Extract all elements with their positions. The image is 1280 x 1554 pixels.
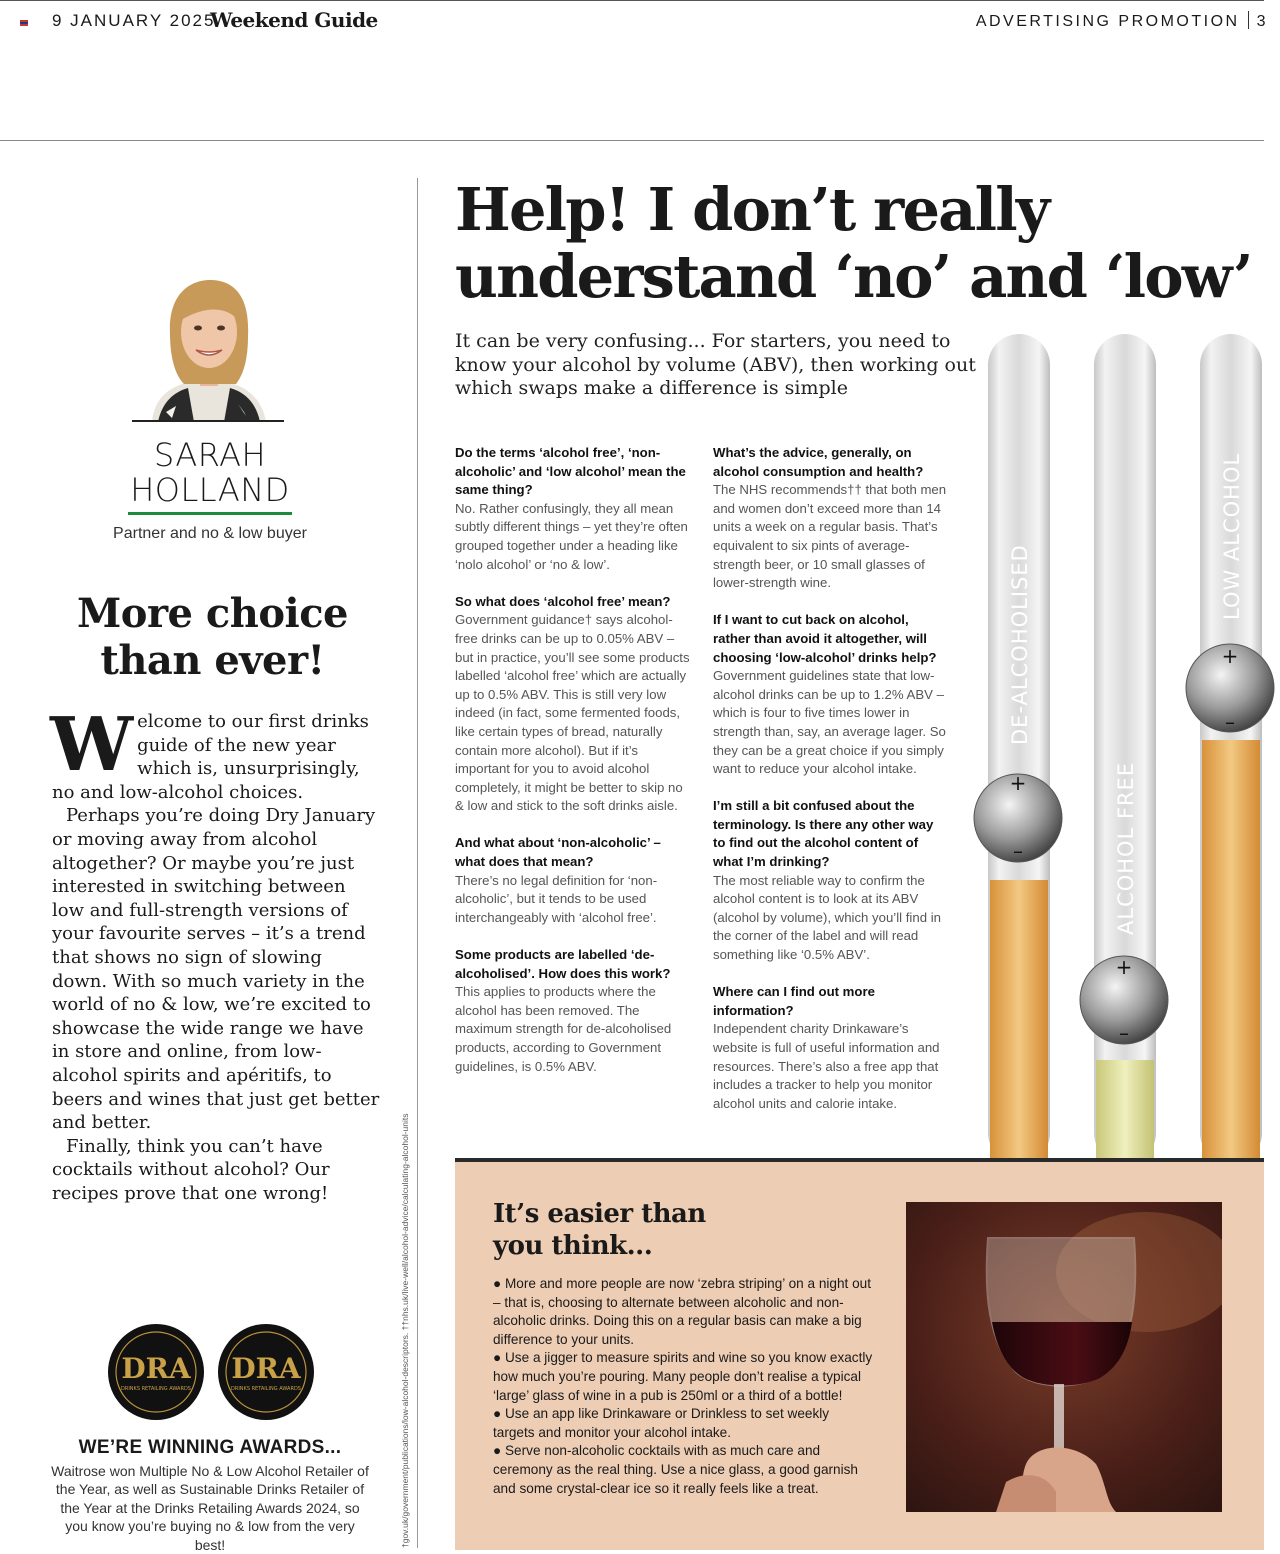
minus-icon: – bbox=[1225, 710, 1235, 734]
author-name bbox=[110, 438, 310, 508]
minus-icon: – bbox=[1119, 1021, 1129, 1045]
badge-subtitle: DRINKS RETAILING AWARDS bbox=[121, 1386, 191, 1392]
qa-question: What’s the advice, generally, on alcohol consumption and health? bbox=[713, 445, 924, 479]
tip-item: ● Use a jigger to measure spirits and wine so you know exactly how much you’re pouring. Many people don’t realise a typical ‘large’ glass of wine in a pub is 250ml or a third of a bottle! bbox=[493, 1350, 873, 1403]
qa-question: If I want to cut back on alcohol, rather than avoid it altogether, will choosing ‘low-alcohol’ drinks help? bbox=[713, 612, 937, 665]
award-badge bbox=[218, 1324, 314, 1420]
awards-heading: WE’RE WINNING AWARDS... bbox=[78, 1437, 342, 1458]
qa-question: Some products are labelled ‘de-alcoholised’. How does this work? bbox=[455, 947, 671, 981]
column-divider bbox=[417, 178, 418, 1548]
qa-answer: The most reliable way to confirm the alcohol content is to look at its ABV (alcohol by volume), which you’ll find in the corner of the label and will read something like ‘0.5% ABV’. bbox=[713, 872, 941, 963]
award-badge bbox=[108, 1324, 204, 1420]
intro-para-1: elcome to our first drinks guide of the new year which is, unsurprisingly, no and low-alcohol choices. bbox=[52, 711, 369, 803]
advertising-label: ADVERTISING PROMOTION bbox=[975, 13, 1240, 30]
tip-item: ● Serve non-alcoholic cocktails with as much care and ceremony as the real thing. Use a nice glass, a good garnish and some crystal-clear ice so it really feels like a treat. bbox=[493, 1443, 858, 1496]
tips-heading-line1: It’s easier than bbox=[493, 1199, 706, 1229]
intro-heading-line2: than ever! bbox=[100, 637, 325, 684]
qa-answer: The NHS recommends†† that both men and women don’t exceed more than 14 units a week on a regular basis. That’s equivalent to six pints of average-strength beer, or 10 small glasses of lower-strength wine. bbox=[713, 482, 947, 591]
author-last-name: HOLLAND bbox=[130, 471, 290, 509]
intro-para-3: Finally, think you can’t have cocktails without alcohol? Our recipes prove that one wrong! bbox=[52, 1135, 330, 1204]
tube-liquid bbox=[990, 880, 1048, 1160]
abv-tubes-illustration bbox=[960, 320, 1280, 1160]
badge-logo: DRA bbox=[121, 1352, 191, 1385]
qa-question: Do the terms ‘alcohol free’, ‘non-alcoholic’ and ‘low alcohol’ mean the same thing? bbox=[455, 445, 686, 498]
minus-icon: – bbox=[1013, 839, 1023, 863]
intro-heading-line1: More choice bbox=[76, 590, 349, 637]
plus-icon: + bbox=[1221, 644, 1239, 668]
page-number: 3 bbox=[1256, 13, 1268, 30]
intro-text bbox=[50, 702, 382, 1205]
qa-answer: There’s no legal definition for ‘non-alcoholic’, but it tends to be used interchangeably with ‘alcohol free’. bbox=[455, 872, 658, 925]
header-rule bbox=[0, 140, 1264, 141]
qa-answer: Government guidance† says alcohol-free drinks can be up to 0.05% ABV – but in practice, you’ll see some products labelled ‘alcohol free’ which are actually up to 0.5% ABV. This is still very low indeed (in fact, some fermented foods, like certain types of bread, naturally contain more alcohol). But if it’s important for you to avoid alcohol completely, it might be better to skip no & low and stick to the soft drinks aisle. bbox=[455, 612, 690, 814]
tips-heading bbox=[493, 1198, 793, 1262]
qa-answer: This applies to products where the alcohol has been removed. The maximum strength for de-alcoholised products, according to Government guidelines, is 0.5% ABV. bbox=[455, 984, 672, 1074]
flag-icon bbox=[20, 20, 28, 26]
tube-label: DE-ALCOHOLISED bbox=[1008, 544, 1032, 745]
qa-column-right bbox=[713, 444, 949, 1132]
tip-item: ● More and more people are now ‘zebra striping’ on a night out – that is, choosing to alternate between alcoholic and non-alcoholic drinks. Doing this on a regular basis can make a big difference to your units. bbox=[493, 1276, 871, 1347]
name-underline bbox=[128, 512, 292, 515]
qa-item bbox=[455, 444, 691, 574]
article-headline bbox=[455, 176, 1280, 310]
qa-item bbox=[713, 797, 949, 964]
tube-label: ALCOHOL FREE bbox=[1114, 761, 1138, 935]
qa-answer: Government guidelines state that low-alcohol drinks can be up to 1.2% ABV – which is four to five times lower in strength than, say, an average lager. So they can be a great choice if you simply want to reduce your alcohol intake. bbox=[713, 668, 946, 777]
tube-liquid bbox=[1202, 740, 1260, 1160]
qa-question: And what about ‘non-alcoholic’ – what does that mean? bbox=[455, 835, 661, 870]
qa-answer: No. Rather confusingly, they all mean subtly different things – yet they’re often grouped together under a heading like ‘nolo alcohol’ or ‘no & low’. bbox=[455, 500, 688, 572]
headline-line2: understand ‘no’ and ‘low’ bbox=[455, 242, 1252, 311]
tube-label: LOW ALCOHOL bbox=[1220, 452, 1244, 620]
header-divider bbox=[1248, 11, 1249, 29]
qa-question: I’m still a bit confused about the terminology. Is there any other way to find out the alcohol content of what I’m drinking? bbox=[713, 798, 934, 870]
drop-cap: W bbox=[50, 702, 134, 788]
badge-subtitle: DRINKS RETAILING AWARDS bbox=[231, 1386, 301, 1392]
qa-column-left bbox=[455, 444, 691, 1095]
footnote-references: †gov.uk/government/publications/low-alcohol-descriptors. ††nhs.uk/live-well/alcohol-advice/calculating-alcohol-units bbox=[400, 1113, 410, 1548]
awards-text: Waitrose won Multiple No & Low Alcohol Retailer of the Year, as well as Sustainable Drinks Retailer of the Year at the Drinks Retailing Awards 2024, so you know you’re buying no & low from the very best! bbox=[51, 1463, 369, 1553]
plus-icon: + bbox=[1009, 771, 1027, 795]
tip-item: ● Use an app like Drinkaware or Drinkless to set weekly targets and monitor your alcohol intake. bbox=[493, 1406, 830, 1440]
qa-item bbox=[713, 983, 949, 1113]
intro-para-2: Perhaps you’re doing Dry January or moving away from alcohol altogether? Or maybe you’re just interested in switching between low and full-strength versions of your favourite serves – it’s a trend that shows no sign of slowing down. With so much variety in the world of no & low, we’re excited to showcase the wide range we have in store and online, from low-alcohol spirits and apéritifs, to beers and wines that just get better and better. bbox=[52, 805, 380, 1134]
article-standfirst: It can be very confusing... For starters, you need to know your alcohol by volume (ABV), then working out which swaps make a difference is simple bbox=[455, 330, 976, 399]
author-portrait bbox=[132, 274, 284, 422]
header-right bbox=[976, 11, 1268, 31]
badge-logo: DRA bbox=[231, 1352, 301, 1385]
top-rule bbox=[0, 0, 1264, 1]
intro-heading bbox=[40, 590, 385, 684]
qa-item bbox=[455, 593, 691, 816]
issue-date: 9 JANUARY 2025 bbox=[52, 11, 216, 30]
plus-icon: + bbox=[1115, 955, 1133, 979]
qa-item bbox=[455, 834, 691, 927]
qa-item bbox=[455, 946, 691, 1076]
qa-question: So what does ‘alcohol free’ mean? bbox=[455, 593, 671, 609]
headline-line1: Help! I don’t really bbox=[455, 175, 1049, 244]
tips-heading-line2: you think... bbox=[493, 1231, 653, 1261]
section-title: Weekend Guide bbox=[210, 8, 378, 32]
tips-list bbox=[493, 1275, 873, 1498]
qa-question: Where can I find out more information? bbox=[713, 984, 875, 1018]
qa-item bbox=[713, 444, 949, 593]
author-first-name: SARAH bbox=[153, 436, 267, 474]
wine-glass-photo bbox=[906, 1202, 1222, 1512]
qa-item bbox=[713, 611, 949, 778]
author-role: Partner and no & low buyer bbox=[113, 525, 307, 542]
tube-liquid bbox=[1096, 1060, 1154, 1160]
qa-answer: Independent charity Drinkaware’s website is full of useful information and resources. There’s also a free app that includes a tracker to help you monitor alcohol units and calorie intake. bbox=[713, 1021, 940, 1111]
